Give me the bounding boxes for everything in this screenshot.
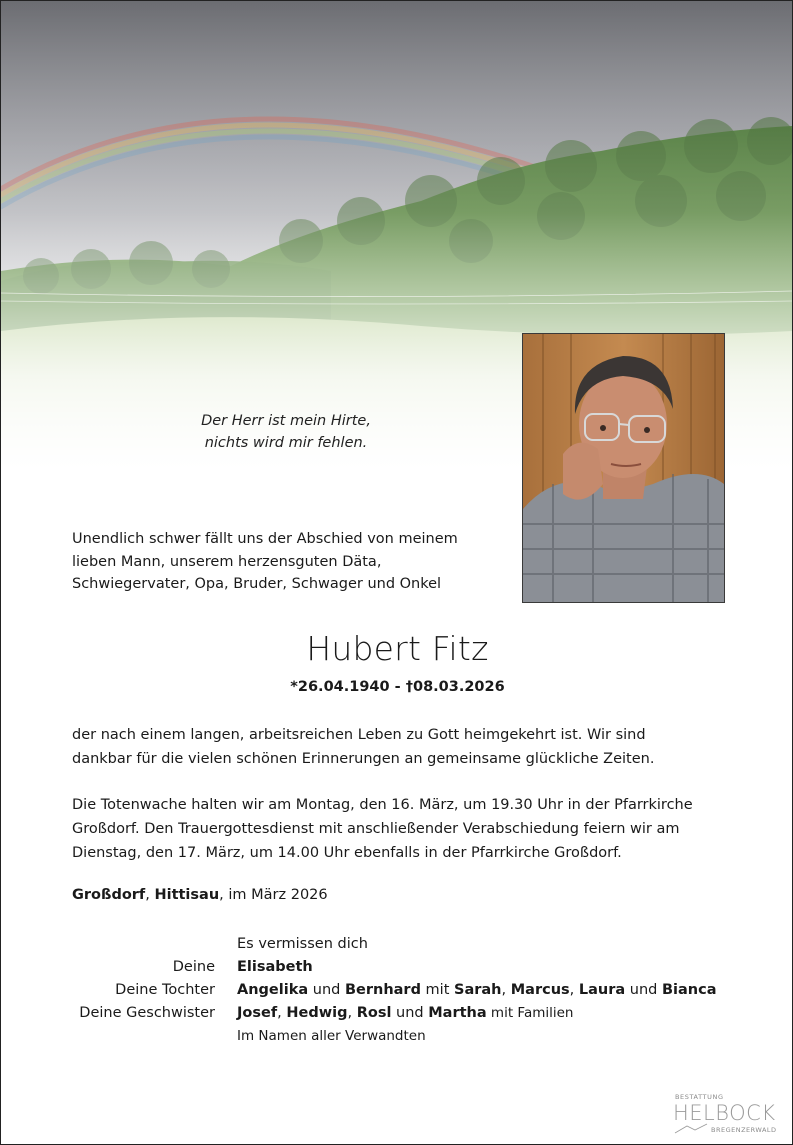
mourners-list — [61, 933, 741, 1048]
intro-text — [72, 528, 502, 596]
verse-line-2: nichts wird mir fehlen. — [204, 435, 368, 451]
logo-top-text: BESTATTUNG — [675, 1093, 724, 1101]
relation-label: Deine Tochter — [115, 982, 215, 998]
relation-label: Deine — [172, 959, 215, 975]
logo-bottom-text: BREGENZERWALD — [711, 1126, 777, 1134]
paragraph-line: der nach einem langen, arbeitsreichen Leben zu Gott heimgekehrt ist. Wir sind — [72, 727, 646, 743]
paragraph-line: Großdorf. Den Trauergottesdienst mit anschließender Verabschiedung feiern wir am — [72, 821, 680, 837]
mourner-name: Elisabeth — [237, 959, 313, 975]
mourner-name: Sarah — [454, 982, 502, 998]
deceased-name: Hubert Fitz — [306, 629, 489, 668]
mourners-heading: Es vermissen dich — [237, 936, 368, 952]
connector: mit — [420, 982, 455, 998]
verse-line-1: Der Herr ist mein Hirte, — [201, 413, 371, 429]
relation-label: Deine Geschwister — [79, 1005, 215, 1021]
intro-line-2: lieben Mann, unserem herzensguten Däta, — [72, 553, 382, 570]
mourner-name: Bernhard — [344, 982, 421, 998]
mourner-names — [237, 979, 717, 1002]
mourner-name: Martha — [428, 1005, 487, 1021]
connector: , — [569, 982, 579, 998]
mourner-row — [61, 1025, 741, 1048]
mourner-row — [61, 979, 741, 1002]
place-name: Hittisau — [154, 887, 220, 903]
mourner-name: Bianca — [661, 982, 717, 998]
connector: , — [347, 1005, 357, 1021]
mourner-name: Rosl — [356, 1005, 392, 1021]
mourner-row — [61, 1002, 741, 1025]
mourner-name: Laura — [578, 982, 626, 998]
date-text: , im März 2026 — [219, 887, 328, 903]
connector: und — [625, 982, 662, 998]
paragraph-life — [72, 723, 732, 771]
place-name: Großdorf — [72, 887, 146, 903]
connector: , — [277, 1005, 287, 1021]
relatives-note: Im Namen aller Verwandten — [237, 1028, 426, 1044]
logo-main-text: HELBOCK — [673, 1101, 776, 1125]
life-dates: *26.04.1940 - †08.03.2026 — [290, 679, 505, 695]
mountain-icon — [673, 1093, 785, 1137]
funeral-home-logo — [673, 1093, 785, 1137]
place-and-date — [72, 887, 328, 903]
mourner-names — [237, 1002, 573, 1025]
mourner-name: Marcus — [510, 982, 570, 998]
connector: mit Familien — [486, 1005, 574, 1021]
paragraph-services — [72, 793, 732, 865]
connector: , — [501, 982, 511, 998]
mourner-row — [61, 956, 741, 979]
bible-verse — [141, 410, 431, 454]
connector: und — [391, 1005, 429, 1021]
mourner-name: Josef — [237, 1005, 278, 1021]
mourners-heading-row — [61, 933, 741, 956]
mourner-names — [237, 956, 313, 979]
paragraph-line: Dienstag, den 17. März, um 14.00 Uhr ebenfalls in der Pfarrkirche Großdorf. — [72, 845, 622, 861]
paragraph-line: dankbar für die vielen schönen Erinnerungen an gemeinsame glückliche Zeiten. — [72, 751, 655, 767]
separator: , — [145, 887, 155, 903]
paragraph-line: Die Totenwache halten wir am Montag, den 16. März, um 19.30 Uhr in der Pfarrkirche — [72, 797, 693, 813]
portrait-photo — [522, 333, 725, 603]
mourner-name: Angelika — [237, 982, 309, 998]
connector: und — [308, 982, 345, 998]
intro-line-1: Unendlich schwer fällt uns der Abschied von meinem — [72, 531, 458, 547]
intro-line-3: Schwiegervater, Opa, Bruder, Schwager und Onkel — [72, 576, 442, 592]
mourner-name: Hedwig — [286, 1005, 348, 1021]
